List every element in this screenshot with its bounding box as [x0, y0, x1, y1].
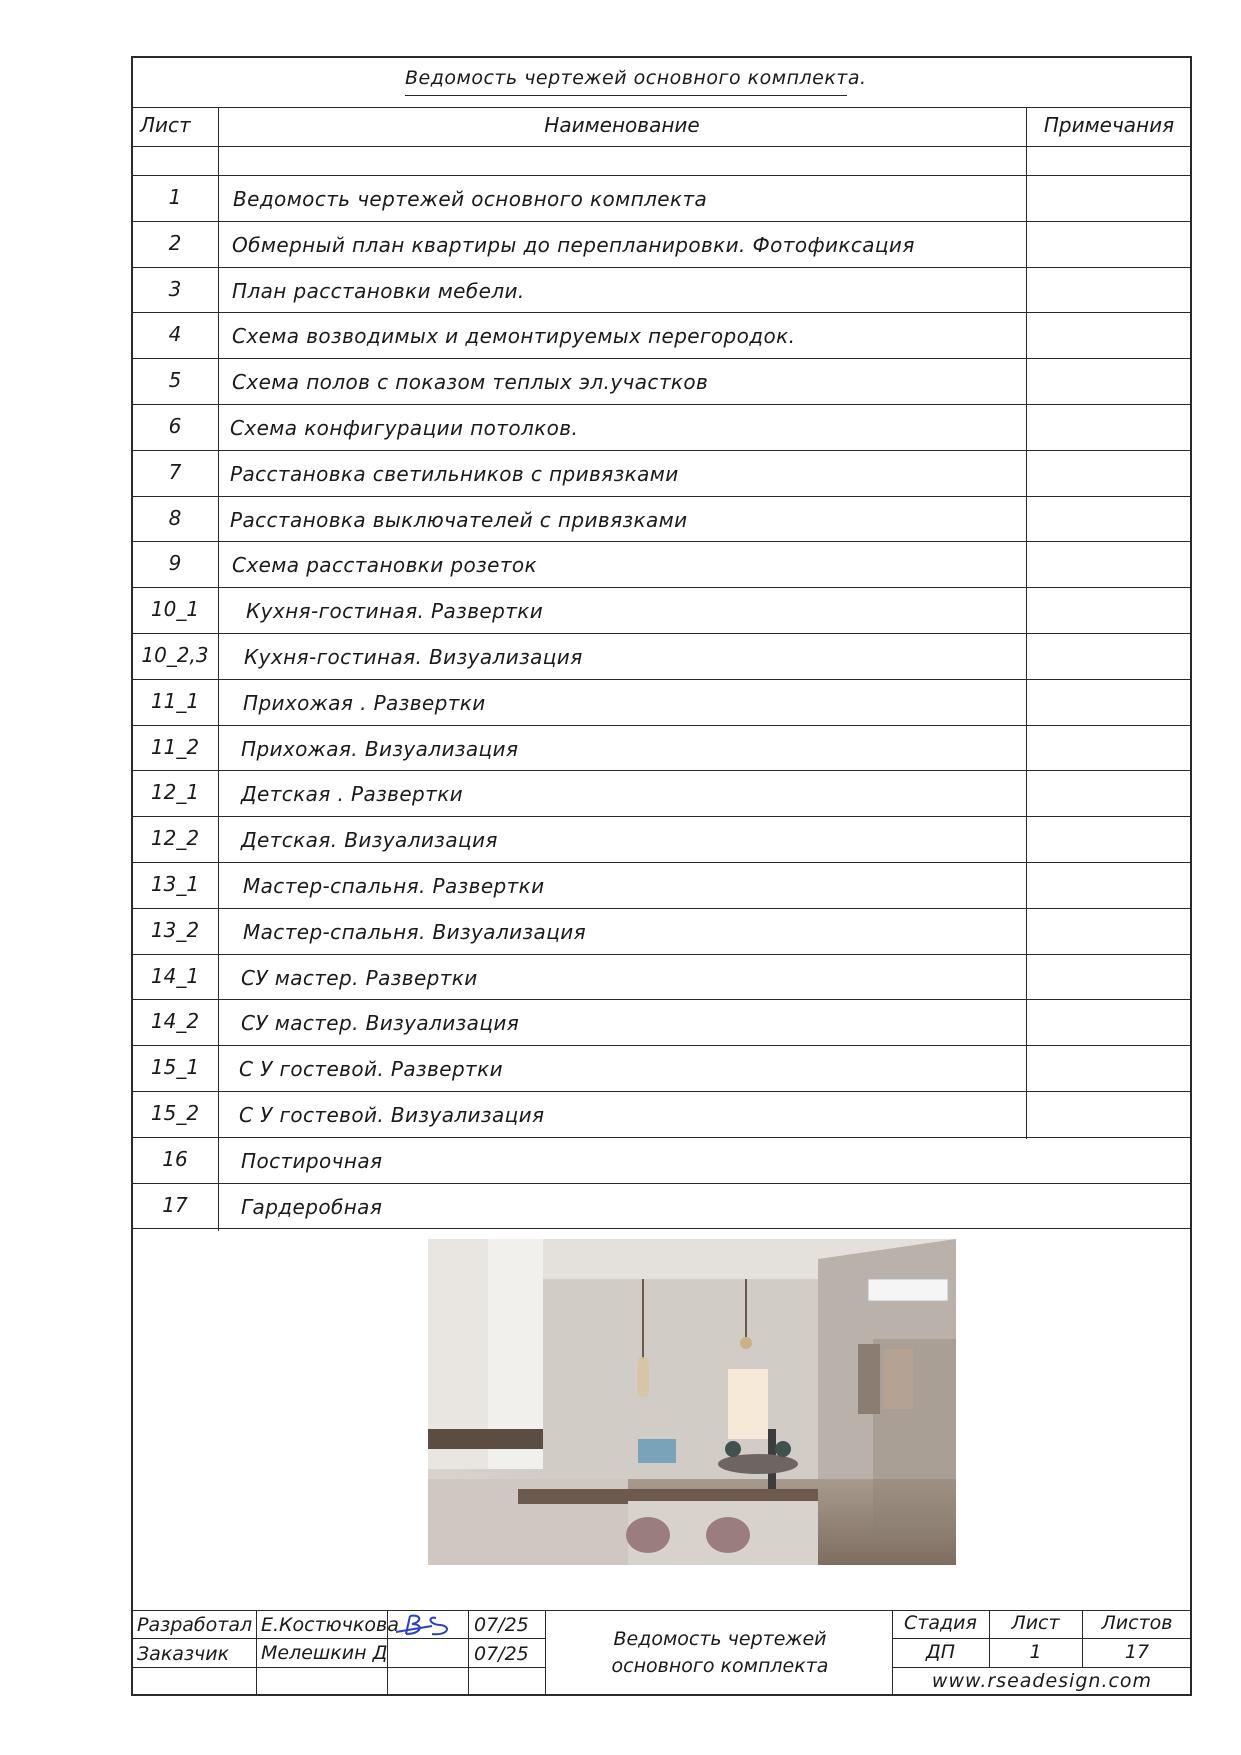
header-top-line	[131, 107, 1192, 108]
drawing-title-line2: основного комплекта	[611, 1655, 829, 1677]
website: www.rseadesign.com	[931, 1670, 1153, 1692]
row-divider	[131, 633, 1192, 634]
sheets-value: 17	[1124, 1641, 1150, 1663]
row-divider	[131, 1137, 1192, 1138]
row-sheet-number: 14_2	[150, 1009, 200, 1034]
row-drawing-name: Гардеробная	[241, 1194, 383, 1219]
row-drawing-name: С У гостевой. Визуализация	[239, 1103, 545, 1127]
tb-divider-1	[256, 1610, 257, 1696]
title-underline	[405, 95, 847, 96]
drawing-title-line1: Ведомость чертежей	[613, 1628, 827, 1650]
row-divider	[131, 999, 1192, 1000]
title-block-top-line	[131, 1610, 1192, 1611]
row-drawing-name: Схема расстановки розеток	[232, 553, 538, 578]
row-sheet-number: 14_1	[150, 963, 200, 988]
row-sheet-number: 12_2	[150, 826, 200, 851]
row-drawing-name: Схема возводимых и демонтируемых перегородок.	[232, 324, 796, 349]
row-sheet-number: 11_2	[150, 734, 200, 759]
row-sheet-number: 16	[162, 1146, 188, 1171]
row-drawing-name: Расстановка выключателей с привязками	[230, 507, 688, 532]
row-drawing-name: СУ мастер. Визуализация	[241, 1011, 520, 1036]
row-sheet-number: 5	[168, 368, 182, 393]
row-divider	[131, 221, 1192, 222]
row-drawing-name: Кухня-гостиная. Развертки	[246, 599, 544, 624]
row-drawing-name: Детская . Развертки	[241, 782, 464, 807]
row-drawing-name: План расстановки мебели.	[232, 278, 525, 303]
stage-label: Стадия	[904, 1612, 977, 1634]
row-divider	[131, 1228, 1192, 1229]
signature	[392, 1612, 462, 1636]
row-divider	[131, 587, 1192, 588]
row-drawing-name: Расстановка светильников с привязками	[230, 461, 679, 486]
row-sheet-number: 9	[168, 551, 182, 576]
sheets-label: Листов	[1101, 1612, 1173, 1634]
row-sheet-number: 8	[168, 505, 182, 530]
row-divider	[131, 725, 1192, 726]
header-bottom-line	[131, 146, 1192, 147]
row-sheet-number: 13_1	[150, 872, 200, 896]
row-drawing-name: Схема полов с показом теплых эл.участков	[232, 370, 709, 395]
spacer-row-line	[131, 175, 1192, 176]
column-divider-sheet	[218, 107, 219, 1231]
row-sheet-number: 15_1	[150, 1055, 200, 1080]
row-sheet-number: 4	[168, 322, 182, 347]
row-divider	[131, 496, 1192, 497]
row-sheet-number: 10_1	[150, 597, 200, 622]
row-sheet-number: 13_2	[150, 917, 200, 942]
row-drawing-name: Кухня-гостиная. Визуализация	[244, 645, 583, 669]
title-block-row-line-1	[131, 1638, 545, 1639]
developed-label: Разработал	[137, 1614, 253, 1636]
row-divider	[131, 954, 1192, 955]
row-drawing-name: Схема конфигурации потолков.	[230, 416, 579, 440]
row-drawing-name: Мастер-спальня. Визуализация	[243, 919, 587, 944]
header-sheet: Лист	[140, 113, 191, 137]
row-divider	[131, 358, 1192, 359]
customer-label: Заказчик	[137, 1643, 230, 1665]
customer-date: 07/25	[474, 1643, 529, 1665]
row-divider	[131, 770, 1192, 771]
row-divider	[131, 908, 1192, 909]
row-divider	[131, 541, 1192, 542]
row-drawing-name: Прихожая. Визуализация	[241, 736, 519, 761]
row-sheet-number: 10_2,3	[141, 643, 209, 667]
developed-name: Е.Костючкова	[261, 1614, 399, 1636]
sheet-label: Лист	[1011, 1612, 1060, 1634]
row-divider	[131, 1091, 1192, 1092]
title-block-row-line-2	[131, 1667, 545, 1668]
row-drawing-name: Постирочная	[241, 1148, 383, 1173]
row-divider	[131, 450, 1192, 451]
row-divider	[131, 1045, 1192, 1046]
sheet-value: 1	[1029, 1641, 1042, 1663]
row-divider	[131, 816, 1192, 817]
row-drawing-name: Прихожая . Развертки	[243, 690, 486, 715]
stage-value: ДП	[925, 1641, 956, 1663]
row-sheet-number: 2	[168, 230, 182, 255]
row-sheet-number: 7	[168, 459, 182, 484]
row-sheet-number: 15_2	[150, 1101, 200, 1125]
kitchen-living-render	[428, 1239, 956, 1565]
row-drawing-name: Обмерный план квартиры до перепланировки. Фотофиксация	[232, 232, 915, 257]
row-sheet-number: 1	[168, 185, 182, 209]
stage-row-line-2	[892, 1667, 1192, 1668]
row-drawing-name: Детская. Визуализация	[241, 828, 498, 853]
tb-divider-3	[468, 1610, 469, 1696]
row-sheet-number: 11_1	[150, 688, 200, 713]
row-sheet-number: 6	[168, 414, 182, 438]
row-drawing-name: С У гостевой. Развертки	[239, 1057, 503, 1082]
row-divider	[131, 404, 1192, 405]
tb-divider-4	[545, 1610, 546, 1696]
column-divider-notes	[1026, 107, 1027, 1139]
header-name: Наименование	[544, 113, 700, 137]
stage-row-line-1	[892, 1638, 1192, 1639]
row-drawing-name: Мастер-спальня. Развертки	[243, 874, 545, 898]
row-sheet-number: 12_1	[150, 780, 200, 805]
row-sheet-number: 3	[168, 276, 182, 301]
row-divider	[131, 312, 1192, 313]
row-sheet-number: 17	[162, 1192, 188, 1217]
customer-name: Мелешкин Д	[261, 1642, 388, 1664]
developed-date: 07/25	[474, 1614, 529, 1636]
row-divider	[131, 862, 1192, 863]
row-divider	[131, 267, 1192, 268]
row-drawing-name: СУ мастер. Развертки	[241, 965, 478, 990]
sheet-title: Ведомость чертежей основного комплекта.	[405, 67, 867, 89]
header-notes: Примечания	[1043, 113, 1175, 137]
row-divider	[131, 679, 1192, 680]
row-divider	[131, 1183, 1192, 1184]
row-drawing-name: Ведомость чертежей основного комплекта	[233, 187, 708, 211]
